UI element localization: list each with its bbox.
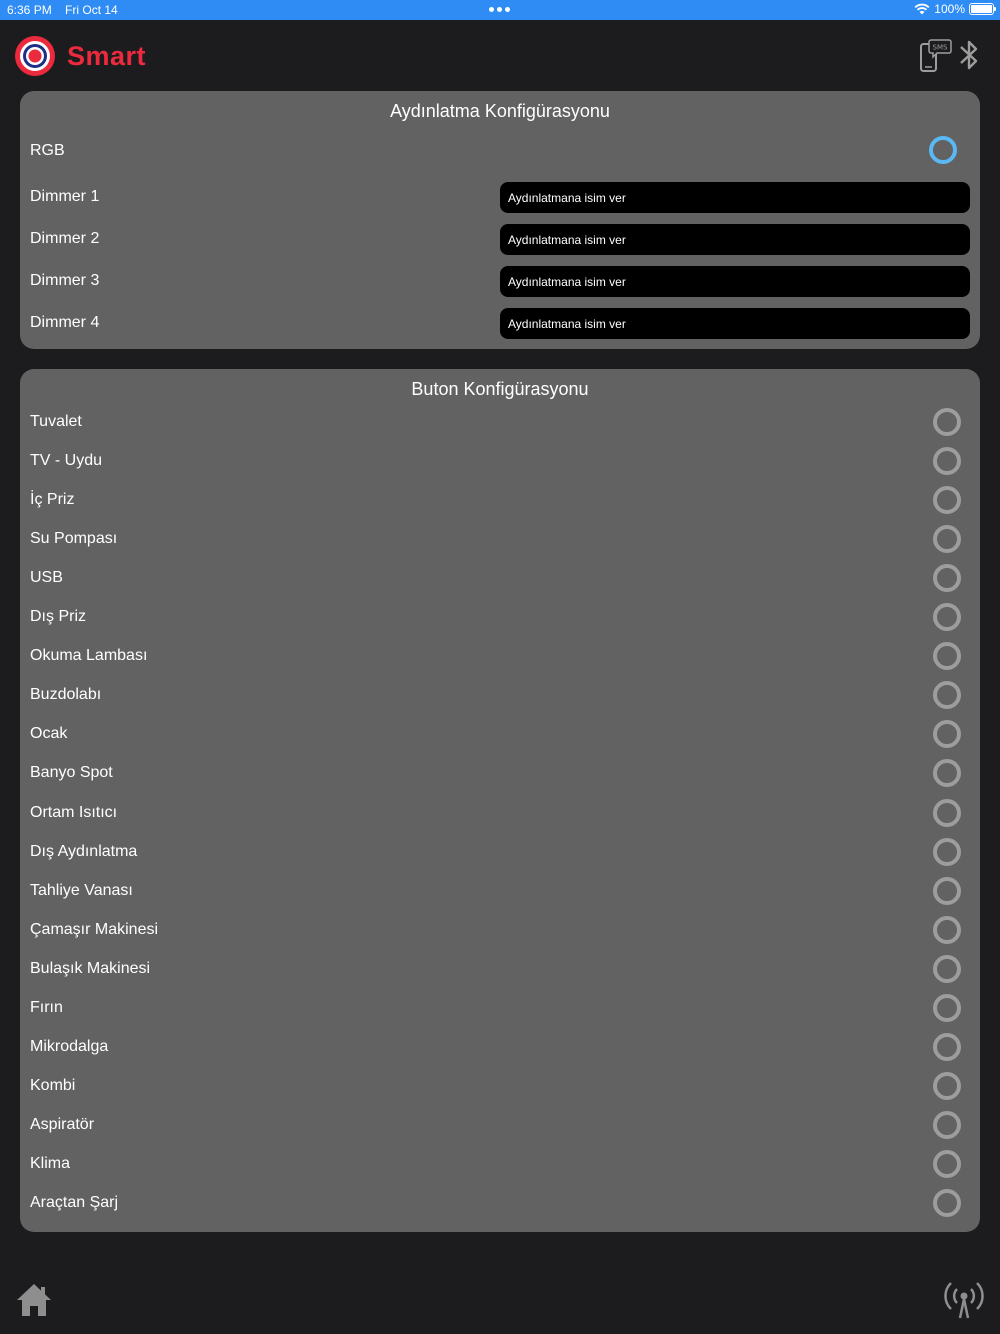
button-config-label: Çamaşır Makinesi xyxy=(30,920,159,938)
button-config-label: Kombi xyxy=(30,1076,76,1094)
button-config-row xyxy=(20,679,980,711)
button-config-radio[interactable] xyxy=(933,525,961,553)
button-config-label: Okuma Lambası xyxy=(30,647,148,665)
multitasking-dots-icon[interactable] xyxy=(489,7,510,12)
button-config-label: Bulaşık Makinesi xyxy=(30,959,151,977)
button-config-row xyxy=(20,484,980,516)
button-config-radio[interactable] xyxy=(933,838,961,866)
sms-phone-icon[interactable] xyxy=(918,38,952,74)
button-config-radio[interactable] xyxy=(933,603,961,631)
target-logo-icon xyxy=(15,36,55,76)
dimmer-row xyxy=(20,224,980,256)
bluetooth-icon[interactable] xyxy=(957,38,981,72)
button-config-radio[interactable] xyxy=(933,564,961,592)
button-config-row xyxy=(20,992,980,1024)
button-config-radio[interactable] xyxy=(933,1111,961,1139)
button-config-radio[interactable] xyxy=(933,1189,961,1217)
dimmer-row xyxy=(20,182,980,214)
button-config-label: Klima xyxy=(30,1154,71,1172)
rgb-radio[interactable] xyxy=(929,136,957,164)
button-config-row xyxy=(20,562,980,594)
button-config-radio[interactable] xyxy=(933,642,961,670)
button-config-row xyxy=(20,836,980,868)
button-config-radio[interactable] xyxy=(933,1072,961,1100)
dimmer-label: Dimmer 2 xyxy=(30,230,100,247)
button-config-label: Fırın xyxy=(30,998,63,1016)
app-title: Smart xyxy=(67,41,147,71)
button-config-label: İç Priz xyxy=(30,491,75,509)
rgb-label: RGB xyxy=(30,142,65,159)
button-config-row xyxy=(20,523,980,555)
home-icon[interactable] xyxy=(15,1282,53,1318)
status-bar xyxy=(0,0,1000,20)
svg-text:SMS: SMS xyxy=(932,43,948,52)
dimmer-label: Dimmer 1 xyxy=(30,188,100,205)
button-config-row xyxy=(20,875,980,907)
button-config-radio[interactable] xyxy=(933,877,961,905)
button-config-row xyxy=(20,1070,980,1102)
rgb-row xyxy=(20,136,980,168)
button-config-row xyxy=(20,797,980,829)
button-config-label: Dış Aydınlatma xyxy=(30,842,138,860)
button-config-row xyxy=(20,757,980,789)
button-config-radio[interactable] xyxy=(933,720,961,748)
button-config-radio[interactable] xyxy=(933,681,961,709)
antenna-icon[interactable] xyxy=(942,1278,986,1320)
button-config-label: Ortam Isıtıcı xyxy=(30,803,118,821)
status-date: Fri Oct 14 xyxy=(65,3,118,17)
dimmer-label: Dimmer 3 xyxy=(30,272,100,289)
lighting-panel-title: Aydınlatma Konfigürasyonu xyxy=(390,101,610,121)
button-config-radio[interactable] xyxy=(933,759,961,787)
battery-percent: 100% xyxy=(934,2,965,16)
button-config-label: Su Pompası xyxy=(30,530,118,548)
button-config-radio[interactable] xyxy=(933,994,961,1022)
button-config-row xyxy=(20,1109,980,1141)
button-config-label: Tuvalet xyxy=(30,413,82,430)
button-config-radio[interactable] xyxy=(933,916,961,944)
dimmer-row xyxy=(20,266,980,298)
button-config-radio[interactable] xyxy=(933,1033,961,1061)
button-config-radio[interactable] xyxy=(933,799,961,827)
button-config-label: TV - Uydu xyxy=(30,452,103,470)
button-config-row xyxy=(20,1031,980,1063)
dimmer-name-input[interactable] xyxy=(500,224,970,255)
lighting-config-panel xyxy=(20,91,980,349)
button-config-row xyxy=(20,406,980,438)
button-config-radio[interactable] xyxy=(933,408,961,436)
button-config-label: Tahliye Vanası xyxy=(30,881,133,899)
button-config-label: Dış Priz xyxy=(30,608,86,626)
button-config-label: USB xyxy=(30,569,63,587)
button-config-label: Banyo Spot xyxy=(30,764,113,782)
dimmer-row xyxy=(20,308,980,340)
battery-icon xyxy=(969,3,994,15)
dimmer-name-input[interactable] xyxy=(500,182,970,213)
dimmer-label: Dimmer 4 xyxy=(30,314,100,331)
button-config-label: Aspiratör xyxy=(30,1115,95,1133)
button-config-label: Araçtan Şarj xyxy=(30,1194,119,1211)
button-config-radio[interactable] xyxy=(933,486,961,514)
button-config-row xyxy=(20,601,980,633)
button-config-radio[interactable] xyxy=(933,447,961,475)
button-config-label: Mikrodalga xyxy=(30,1037,109,1055)
button-config-row xyxy=(20,953,980,985)
button-config-row xyxy=(20,1148,980,1180)
button-config-row xyxy=(20,914,980,946)
button-config-row xyxy=(20,445,980,477)
button-config-row xyxy=(20,640,980,672)
button-config-row xyxy=(20,1187,980,1219)
button-config-row xyxy=(20,718,980,750)
button-config-radio[interactable] xyxy=(933,1150,961,1178)
dimmer-name-input[interactable] xyxy=(500,266,970,297)
app-header xyxy=(0,20,1000,90)
status-time: 6:36 PM xyxy=(7,3,52,17)
status-right xyxy=(914,2,994,16)
button-config-radio[interactable] xyxy=(933,955,961,983)
button-panel-title: Buton Konfigürasyonu xyxy=(411,379,589,399)
dimmer-name-input[interactable] xyxy=(500,308,970,339)
wifi-icon xyxy=(914,3,930,15)
status-time-date xyxy=(7,3,118,17)
button-config-panel xyxy=(20,369,980,1232)
button-config-label: Buzdolabı xyxy=(30,686,102,704)
button-config-label: Ocak xyxy=(30,725,68,743)
